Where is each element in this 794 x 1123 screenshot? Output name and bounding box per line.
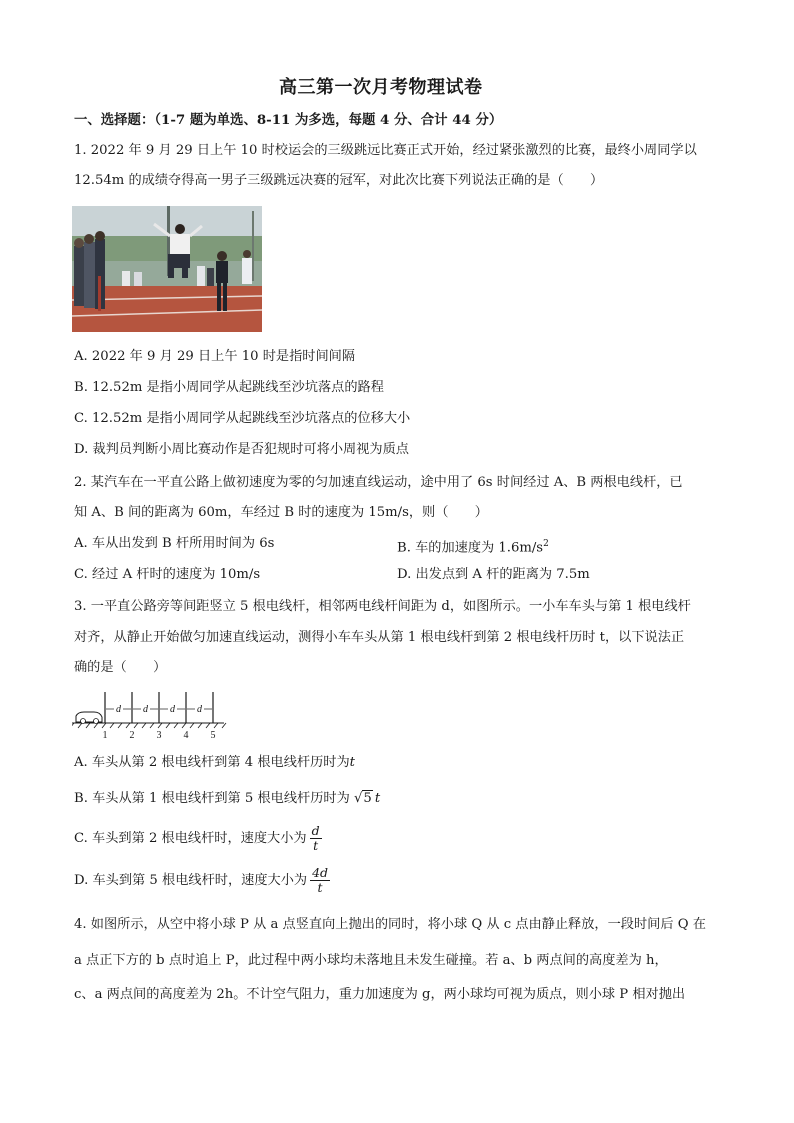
q2-option-a: A. 车从出发到 B 杆所用时间为 6s bbox=[74, 536, 275, 551]
q3-option-c-denominator: t bbox=[313, 838, 319, 853]
q3-option-a bbox=[74, 753, 355, 773]
q3-option-c-text: C. 车头到第 2 根电线杆时，速度大小为 bbox=[74, 831, 307, 846]
q3-option-b-var: t bbox=[374, 791, 381, 806]
q3-option-a-text: A. 车头从第 2 根电线杆到第 4 根电线杆历时为 bbox=[74, 755, 350, 770]
q3-option-b-sqrt: √5 bbox=[354, 791, 372, 806]
q3-option-c bbox=[74, 824, 322, 853]
page-title: 高三第一次月考物理试卷 bbox=[279, 77, 483, 98]
q2-option-c: C. 经过 A 杆时的速度为 10m/s bbox=[74, 567, 261, 582]
q1-option-a: A. 2022 年 9 月 29 日上午 10 时是指时间间隔 bbox=[74, 349, 356, 364]
section-heading: 一、选择题：（1-7 题为单选、8-11 为多选，每题 4 分、合计 44 分） bbox=[74, 112, 503, 128]
svg-text:3: 3 bbox=[156, 730, 162, 741]
q3-option-c-numerator: d bbox=[311, 823, 320, 838]
q2-option-d: D. 出发点到 A 杆的距离为 7.5m bbox=[397, 567, 590, 582]
q3-option-d-text: D. 车头到第 5 根电线杆时，速度大小为 bbox=[74, 873, 308, 888]
q1-option-c: C. 12.52m 是指小周同学从起跳线至沙坑落点的位移大小 bbox=[74, 411, 411, 426]
svg-text:d: d bbox=[197, 704, 202, 715]
q2-option-b-superscript: 2 bbox=[543, 539, 549, 549]
svg-text:2: 2 bbox=[129, 730, 135, 741]
q3-option-d-denominator: t bbox=[317, 880, 323, 895]
q2-stem-line1: 2. 某汽车在一平直公路上做初速度为零的匀加速直线运动，途中用了 6s 时间经过 A、B 两根电线杆，已 bbox=[74, 475, 683, 490]
q1-option-b: B. 12.52m 是指小周同学从起跳线至沙坑落点的路程 bbox=[74, 380, 384, 395]
svg-text:d: d bbox=[116, 704, 121, 715]
q1-stem-line1: 1. 2022 年 9 月 29 日上午 10 时校运会的三级跳远比赛正式开始，经过紧张激烈的比赛，最终小周同学以 bbox=[74, 143, 697, 158]
svg-text:4: 4 bbox=[183, 730, 189, 741]
q3-pole-diagram bbox=[72, 690, 232, 742]
q3-option-d-fraction bbox=[310, 866, 330, 895]
q3-stem-line3: 确的是（ ） bbox=[74, 660, 167, 675]
triple-jump-photo bbox=[72, 206, 262, 332]
svg-text:d: d bbox=[170, 704, 175, 715]
svg-text:1: 1 bbox=[102, 730, 108, 741]
q4-line3: c、a 两点间的高度差为 2h。不计空气阻力，重力加速度为 g，两小球均可视为质点，则小球 P 相对抛出 bbox=[74, 987, 686, 1002]
q2-stem-line2: 知 A、B 间的距离为 60m，车经过 B 时的速度为 15m/s，则（ ） bbox=[74, 505, 488, 520]
q3-option-b-radicand: 5 bbox=[363, 791, 372, 806]
svg-text:5: 5 bbox=[210, 730, 216, 741]
svg-text:d: d bbox=[143, 704, 148, 715]
q3-stem-line1: 3. 一平直公路旁等间距竖立 5 根电线杆，相邻两电线杆间距为 d，如图所示。一小车车头与第 1 根电线杆 bbox=[74, 599, 691, 614]
q2-option-b-text: B. 车的加速度为 1.6m/s bbox=[397, 540, 544, 556]
q2-option-b bbox=[397, 534, 549, 558]
q3-option-c-fraction bbox=[310, 824, 322, 853]
q3-stem-line2: 对齐，从静止开始做匀加速直线运动，测得小车车头从第 1 根电线杆到第 2 根电线杆历时 t，以下说法正 bbox=[74, 630, 685, 645]
q3-option-a-var: t bbox=[349, 755, 355, 770]
q4-line1: 4. 如图所示，从空中将小球 P 从 a 点竖直向上抛出的同时，将小球 Q 从 c 点由静止释放，一段时间后 Q 在 bbox=[74, 917, 706, 932]
q3-option-d bbox=[74, 866, 330, 895]
q3-option-b-text: B. 车头从第 1 根电线杆到第 5 根电线杆历时为 bbox=[74, 791, 350, 806]
q1-stem-line2: 12.54m 的成绩夺得高一男子三级跳远决赛的冠军，对此次比赛下列说法正确的是（ ） bbox=[74, 173, 604, 188]
q3-option-d-numerator: 4d bbox=[312, 865, 329, 880]
q4-line2: a 点正下方的 b 点时追上 P，此过程中两小球均未落地且未发生碰撞。若 a、b 两点间的高度差为 h， bbox=[74, 953, 668, 968]
q3-option-b bbox=[74, 789, 380, 809]
q1-option-d: D. 裁判员判断小周比赛动作是否犯规时可将小周视为质点 bbox=[74, 442, 409, 457]
